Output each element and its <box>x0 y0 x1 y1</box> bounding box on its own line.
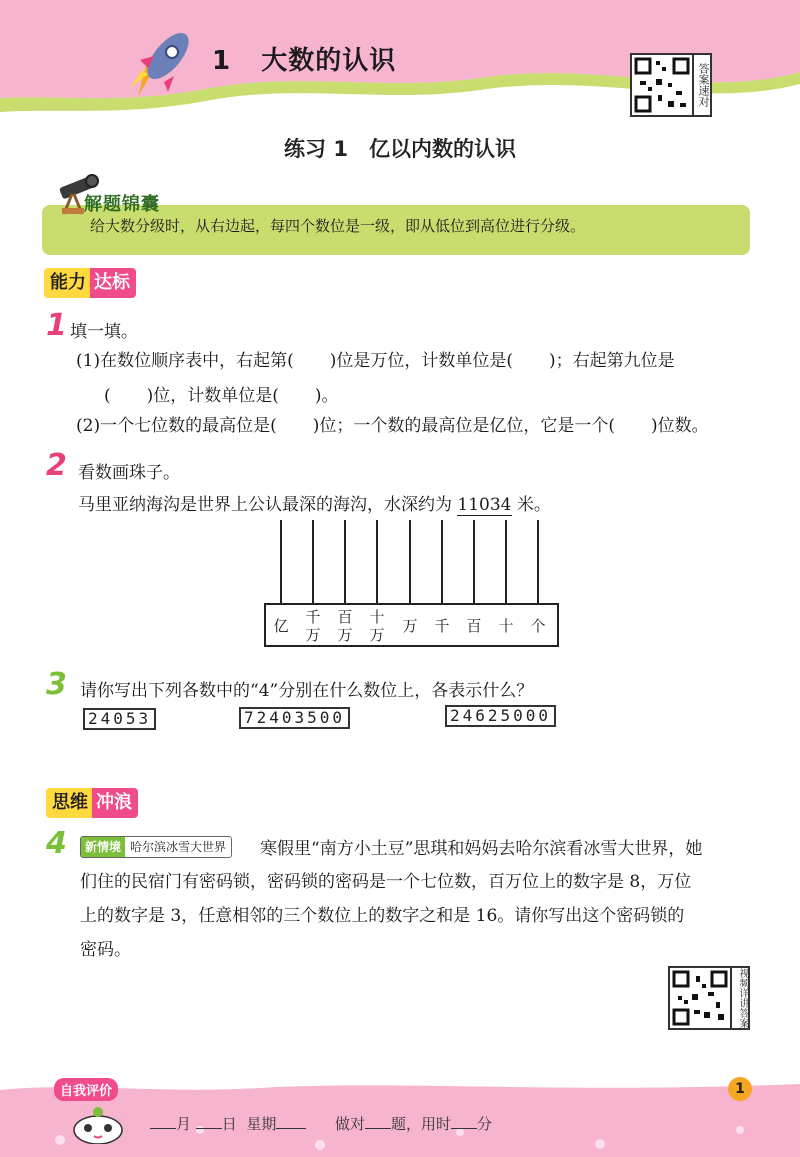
abacus-rod[interactable] <box>537 520 539 604</box>
abacus-rod[interactable] <box>344 520 346 604</box>
abacus-rod[interactable] <box>473 520 475 604</box>
tip-title: 解题锦囊 <box>84 194 160 215</box>
question-title: 看数画珠子。 <box>78 463 180 483</box>
number-box: 24053 <box>83 708 156 730</box>
self-evaluation-label: 自我评价 <box>54 1078 118 1101</box>
q4-line4: 密码。 <box>80 940 131 960</box>
question-title: 填一填。 <box>70 322 138 342</box>
q1-line2: ( )位，计数单位是( )。 <box>104 386 339 406</box>
mascot-icon <box>70 1104 126 1144</box>
abacus-label: 万 <box>402 617 418 635</box>
number-box: 72403500 <box>239 707 350 729</box>
rocket-icon <box>118 26 198 106</box>
number-box: 24625000 <box>445 705 556 727</box>
question-number: 1 <box>46 308 67 343</box>
abacus-rod[interactable] <box>441 520 443 604</box>
abacus-label: 千 <box>434 617 450 635</box>
q4-line3: 上的数字是 3，任意相邻的三个数位上的数字之和是 16。请你写出这个密码锁的 <box>80 906 685 926</box>
question-number: 2 <box>46 448 67 483</box>
time-blank[interactable] <box>451 1114 477 1129</box>
section-badge-ability: 能力 达标 <box>44 268 136 298</box>
abacus-label: 千 万 <box>305 608 321 644</box>
question-title: 请你写出下列各数中的“4”分别在什么数位上，各表示什么？ <box>80 681 534 701</box>
exercise-title: 练习 1 亿以内数的认识 <box>284 137 516 161</box>
abacus-label: 百 <box>466 617 482 635</box>
abacus-rod[interactable] <box>409 520 411 604</box>
correct-count-blank[interactable] <box>365 1114 391 1129</box>
abacus-label: 亿 <box>273 617 289 635</box>
abacus-label: 十 <box>498 617 514 635</box>
abacus-label: 十 万 <box>369 608 385 644</box>
q4-line1: 寒假里“南方小土豆”思琪和妈妈去哈尔滨看冰雪大世界，她 <box>260 839 703 859</box>
scene-tag: 新情境 哈尔滨冰雪大世界 <box>80 836 232 858</box>
abacus-rod[interactable] <box>312 520 314 604</box>
qr-side-label: 答案速对 <box>694 53 712 117</box>
month-blank[interactable] <box>150 1114 176 1129</box>
abacus-rod[interactable] <box>280 520 282 604</box>
qr-code-icon[interactable] <box>668 966 732 1030</box>
question-number: 4 <box>46 826 67 861</box>
abacus-rod[interactable] <box>505 520 507 604</box>
q1-line3: (2)一个七位数的最高位是( )位；一个数的最高位是亿位，它是一个( )位数。 <box>76 416 709 436</box>
q4-line2: 们住的民宿门有密码锁，密码锁的密码是一个七位数，百万位上的数字是 8，万位 <box>80 872 692 892</box>
weekday-blank[interactable] <box>276 1114 306 1129</box>
qr-side-label: 视频详讲答案 <box>732 966 750 1030</box>
q1-line1: (1)在数位顺序表中，右起第( )位是万位，计数单位是( )；右起第九位是 <box>76 351 675 371</box>
section-badge-thinking: 思维 冲浪 <box>46 788 138 818</box>
day-blank[interactable] <box>196 1114 222 1129</box>
tip-text: 给大数分级时，从右边起，每四个数位是一级，即从低位到高位进行分级。 <box>90 217 586 235</box>
chapter-title: 1 大数的认识 <box>212 46 397 76</box>
page-number: 1 <box>728 1077 752 1101</box>
q2-sentence: 马里亚纳海沟是世界上公认最深的海沟，水深约为 11034 米。 <box>78 495 551 515</box>
abacus-label: 百 万 <box>337 608 353 644</box>
abacus-label: 个 <box>530 617 546 635</box>
footer-record: 月 日 星期 做对 题，用时 分 <box>150 1113 492 1134</box>
qr-code-icon[interactable] <box>630 53 694 117</box>
question-number: 3 <box>46 667 67 702</box>
abacus-rod[interactable] <box>376 520 378 604</box>
